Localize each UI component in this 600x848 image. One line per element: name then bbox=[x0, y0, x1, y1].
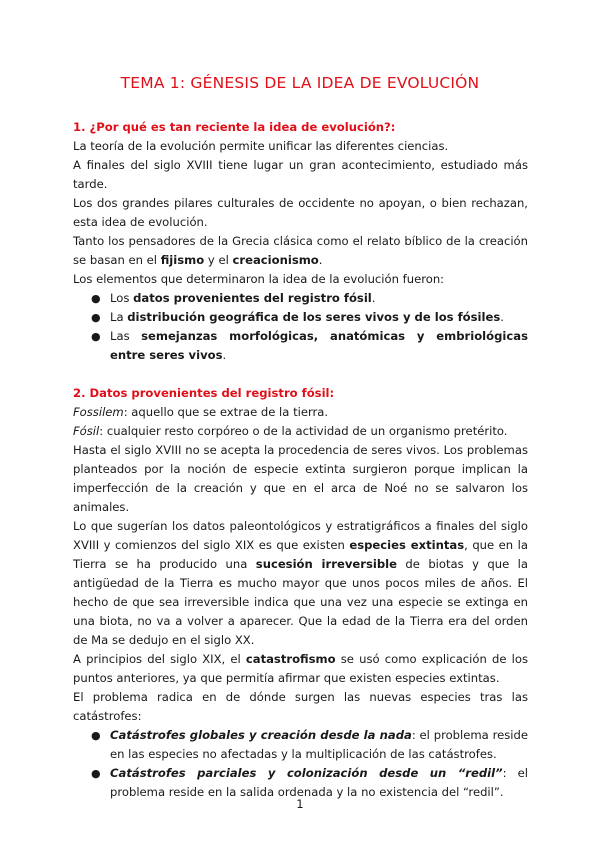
section-1-paragraph-1: La teoría de la evolución permite unificar las diferentes ciencias. bbox=[73, 139, 449, 153]
bullet-icon: ● bbox=[91, 767, 101, 780]
text-run: : el problema reside en la salida ordenada y la no existencia del “redil”. bbox=[110, 766, 528, 799]
list-item bbox=[73, 327, 528, 365]
text-run: y el bbox=[204, 253, 233, 267]
bold-run: distribución geográfica de los seres vivos y de los fósiles bbox=[127, 310, 501, 324]
section-1-paragraph-2: A finales del siglo XVIII tiene lugar un gran acontecimiento, estudiado más tarde. bbox=[73, 158, 528, 191]
text-run: Las bbox=[110, 329, 142, 343]
list-item bbox=[73, 726, 528, 764]
document-title: TEMA 1: GÉNESIS DE LA IDEA DE EVOLUCIÓN bbox=[120, 74, 480, 92]
term-especies-extintas: especies extintas bbox=[349, 538, 465, 552]
text-run: Los bbox=[110, 291, 134, 305]
term-sucesion-irreversible: sucesión irreversible bbox=[255, 557, 397, 571]
section-1-paragraph-4 bbox=[73, 232, 528, 270]
text-run: : aquello que se extrae de la tierra. bbox=[123, 405, 329, 419]
bold-run: semejanzas morfológicas, anatómicas y embriológicas entre seres vivos bbox=[110, 329, 528, 362]
section-1-list bbox=[73, 289, 528, 365]
bullet-icon: ● bbox=[91, 729, 101, 742]
text-run: se usó como explicación de los puntos anteriores, ya que permitía afirmar que existen especies extintas. bbox=[73, 652, 529, 685]
term-catastrofismo: catastrofismo bbox=[245, 652, 336, 666]
term-fosil: Fósil bbox=[73, 424, 100, 438]
text-run: . bbox=[222, 348, 227, 362]
bold-italic-run: Catástrofes globales y creación desde la nada bbox=[110, 728, 412, 742]
page-number: 1 bbox=[296, 797, 304, 811]
section-2-paragraph-4: El problema radica en de dónde surgen las nuevas especies tras las catástrofes: bbox=[73, 690, 528, 723]
list-item bbox=[73, 308, 528, 327]
term-creacionismo: creacionismo bbox=[232, 253, 319, 267]
term-fossilem: Fossilem bbox=[73, 405, 124, 419]
text-run: , que en la Tierra se ha producido una bbox=[73, 538, 528, 571]
text-run: . bbox=[318, 253, 323, 267]
bullet-icon: ● bbox=[91, 311, 101, 324]
definition-fossilem bbox=[73, 403, 528, 422]
text-run: . bbox=[371, 291, 376, 305]
bullet-icon: ● bbox=[91, 330, 101, 343]
section-1-paragraph-5: Los elementos que determinaron la idea de la evolución fueron: bbox=[73, 272, 445, 286]
section-2-paragraph-2 bbox=[73, 517, 528, 650]
text-run: : el problema reside en las especies no afectadas y la multiplicación de las catástrofes. bbox=[110, 728, 528, 761]
text-run: . bbox=[500, 310, 504, 324]
bold-run: datos provenientes del registro fósil bbox=[133, 291, 372, 305]
document-body bbox=[73, 118, 528, 802]
section-2-paragraph-3 bbox=[73, 650, 528, 688]
text-run: A principios del siglo XIX, el bbox=[73, 652, 246, 666]
text-run: Lo que sugerían los datos paleontológicos y estratigráficos a finales del siglo XVIII y comienzos del siglo XIX es que existen bbox=[73, 519, 528, 552]
term-fijismo: fijismo bbox=[160, 253, 205, 267]
text-run: La bbox=[110, 310, 128, 324]
section-1-paragraph-3: Los dos grandes pilares culturales de occidente no apoyan, o bien rechazan, esta idea de evolución. bbox=[73, 196, 528, 229]
list-item bbox=[73, 289, 528, 308]
section-2-paragraph-1: Hasta el siglo XVIII no se acepta la procedencia de seres vivos. Los problemas planteados por la noción de especie extinta surgieron porque implican la imperfección de la creación y que en el arca de Noé no se salvaron los animales. bbox=[73, 443, 528, 514]
bold-italic-run: Catástrofes parciales y colonización desde un “redil” bbox=[110, 766, 503, 780]
text-run: : cualquier resto corpóreo o de la actividad de un organismo pretérito. bbox=[99, 424, 508, 438]
section-2-heading: 2. Datos provenientes del registro fósil: bbox=[73, 386, 335, 400]
text-run: de biotas y que la antigüedad de la Tierra es mucho mayor que unos pocos miles de años. El hecho de que sea irreversible indica que una vez una especie se extinga en una biota, no va a volver a aparecer. Que la edad de la Tierra era del orden de Ma se dedujo en el siglo XX. bbox=[73, 557, 528, 647]
section-2-list bbox=[73, 726, 528, 802]
bullet-icon: ● bbox=[91, 292, 101, 305]
definition-fosil bbox=[73, 422, 528, 441]
text-run: Tanto los pensadores de la Grecia clásica como el relato bíblico de la creación se basan en el bbox=[73, 234, 528, 267]
section-1-heading: 1. ¿Por qué es tan reciente la idea de evolución?: bbox=[73, 120, 396, 134]
